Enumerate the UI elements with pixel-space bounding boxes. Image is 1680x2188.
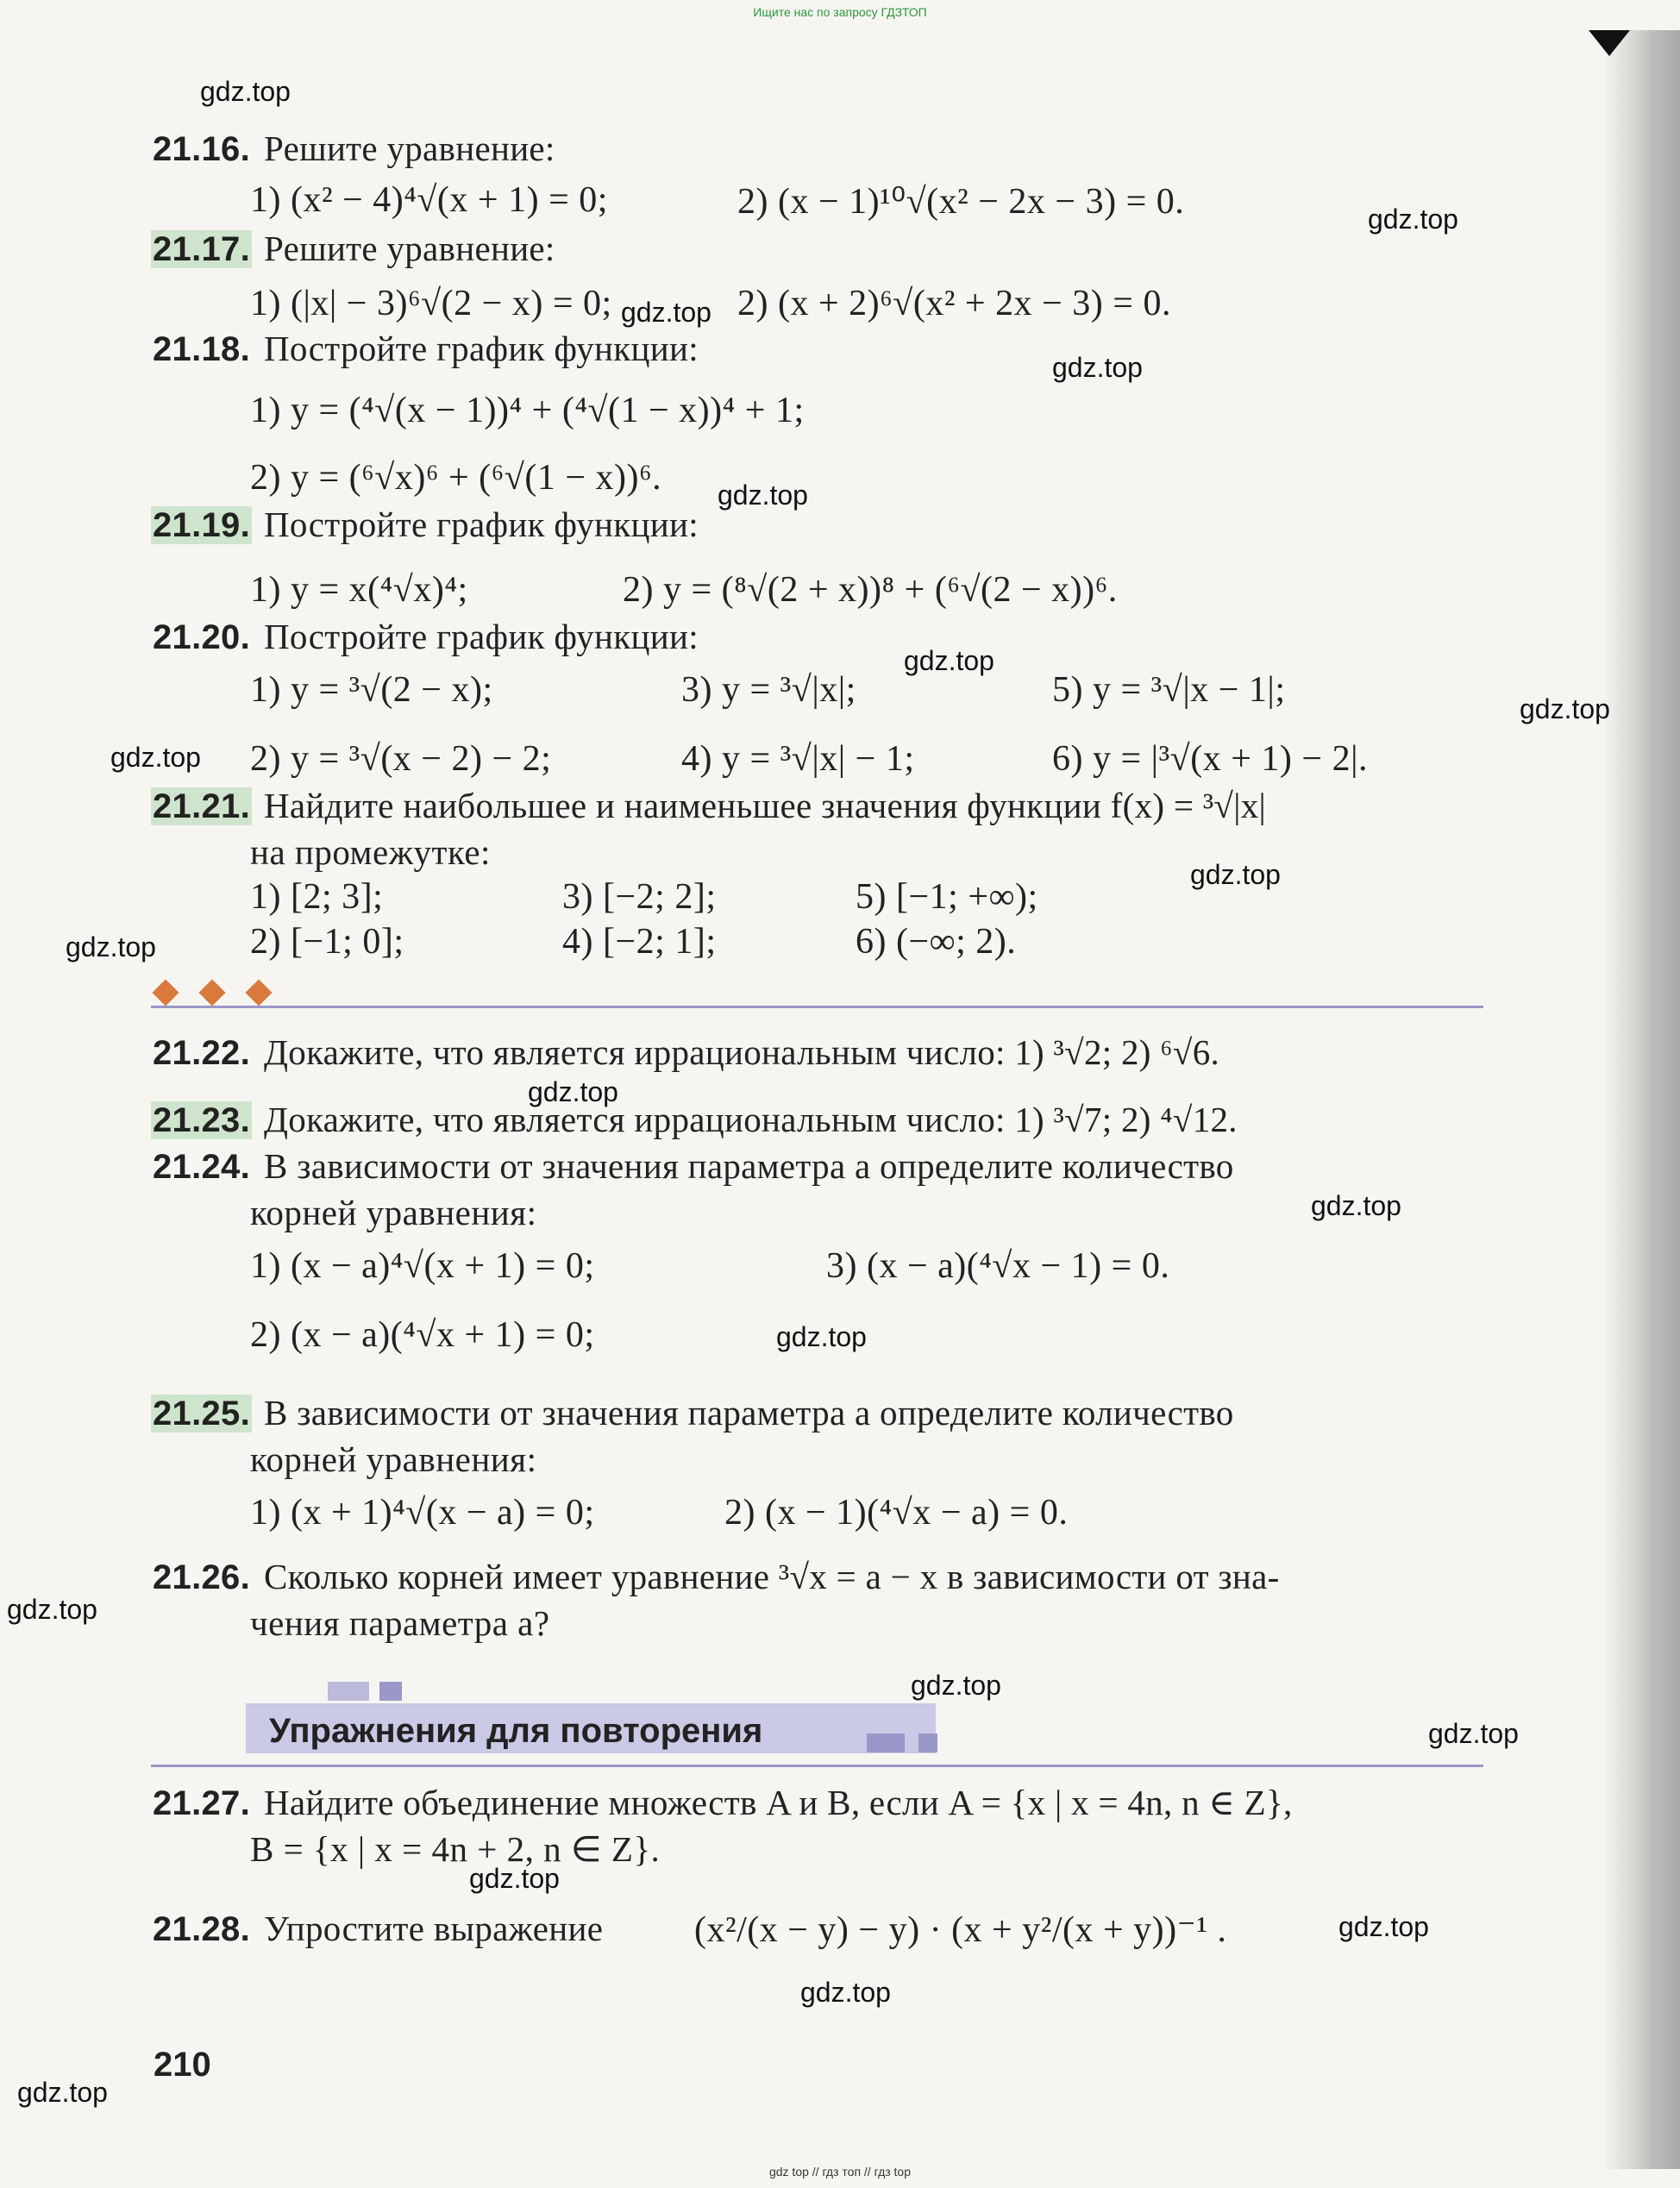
interval-4: 4) [−2; 1]; <box>562 922 717 962</box>
interval-6: 6) (−∞; 2). <box>856 922 1017 962</box>
page-spine-shadow <box>1602 30 1680 2169</box>
banner-decor <box>918 1733 937 1752</box>
equation: 1) (x + 1)⁴√(x − a) = 0; <box>250 1493 595 1533</box>
watermark: gdz.top <box>7 1594 97 1625</box>
task-text: Сколько корней имеет уравнение ³√x = a − x в зависимости от зна- <box>264 1557 1280 1596</box>
task-number: 21.22. <box>153 1034 251 1072</box>
interval-2: 2) [−1; 0]; <box>250 922 404 962</box>
task-text-cont: на промежутке: <box>250 832 491 872</box>
section-divider <box>151 1006 1483 1008</box>
task-text: Докажите, что является иррациональным число: 1) ³√7; 2) ⁴√12. <box>264 1100 1238 1139</box>
bookmark-corner <box>1589 30 1630 56</box>
task-number: 21.27. <box>153 1784 251 1822</box>
equation: 2) (x − a)(⁴√x + 1) = 0; <box>250 1315 595 1355</box>
function-4: 4) y = ³√|x| − 1; <box>681 739 915 779</box>
watermark: gdz.top <box>904 645 994 676</box>
task-21-16 <box>151 128 555 169</box>
task-text: В зависимости от значения параметра a определите количество <box>264 1146 1234 1186</box>
watermark: gdz.top <box>528 1076 618 1107</box>
task-number: 21.23. <box>153 1101 251 1139</box>
equation: 1) y = (⁴√(x − 1))⁴ + (⁴√(1 − x))⁴ + 1; <box>250 391 805 430</box>
task-number: 21.26. <box>153 1558 251 1596</box>
header-note: Ищите нас по запросу ГДЗТОП <box>753 5 927 19</box>
task-text: Постройте график функции: <box>264 505 699 544</box>
watermark: gdz.top <box>776 1321 867 1352</box>
task-text-cont: корней уравнения: <box>250 1439 537 1479</box>
banner-decor <box>379 1682 402 1701</box>
equation: 1) (x² − 4)⁴√(x + 1) = 0; <box>250 180 608 220</box>
section-underline <box>151 1765 1483 1767</box>
task-21-22 <box>151 1031 1219 1073</box>
watermark: gdz.top <box>621 297 711 328</box>
difficulty-diamond-icon <box>198 979 225 1006</box>
watermark: gdz.top <box>1052 352 1143 383</box>
task-21-24 <box>151 1145 1234 1187</box>
task-text: Найдите наибольшее и наименьшее значения функции f(x) = ³√|x| <box>264 786 1267 825</box>
task-text-cont: чения параметра a? <box>250 1603 550 1643</box>
task-text-cont: B = {x | x = 4n + 2, n ∈ Z}. <box>250 1829 661 1869</box>
interval-3: 3) [−2; 2]; <box>562 877 717 917</box>
function-5: 5) y = ³√|x − 1|; <box>1052 670 1286 710</box>
footer-note: gdz top // гдз топ // гдз top <box>768 2165 912 2179</box>
equation: 3) (x − a)(⁴√x − 1) = 0. <box>826 1246 1170 1286</box>
page-number: 210 <box>154 2046 211 2084</box>
task-text: Решите уравнение: <box>264 129 555 168</box>
equation: 2) (x − 1)¹⁰√(x² − 2x − 3) = 0. <box>737 182 1185 222</box>
watermark: gdz.top <box>1190 859 1281 890</box>
task-text: Решите уравнение: <box>264 229 555 268</box>
task-number: 21.24. <box>153 1148 251 1186</box>
difficulty-diamond-icon <box>152 979 179 1006</box>
task-text: Докажите, что является иррациональным число: 1) ³√2; 2) ⁶√6. <box>264 1032 1220 1072</box>
task-number: 21.16. <box>153 130 251 168</box>
task-21-19 <box>151 504 699 545</box>
banner-decor <box>867 1733 905 1752</box>
function-1: 1) y = ³√(2 − x); <box>250 670 493 710</box>
interval-1: 1) [2; 3]; <box>250 877 384 917</box>
watermark: gdz.top <box>1338 1911 1429 1942</box>
task-text: В зависимости от значения параметра a определите количество <box>264 1393 1234 1433</box>
watermark: gdz.top <box>469 1863 560 1894</box>
watermark: gdz.top <box>17 2077 108 2108</box>
task-number: 21.18. <box>153 330 251 368</box>
function-3: 3) y = ³√|x|; <box>681 670 856 710</box>
equation: 2) (x − 1)(⁴√x − a) = 0. <box>724 1493 1069 1533</box>
equation: 1) y = x(⁴√x)⁴; <box>250 570 468 610</box>
watermark: gdz.top <box>1428 1718 1519 1749</box>
task-21-23 <box>151 1099 1238 1140</box>
watermark: gdz.top <box>110 742 201 773</box>
equation: 2) (x + 2)⁶√(x² + 2x − 3) = 0. <box>737 284 1171 323</box>
task-21-26 <box>151 1556 1280 1597</box>
task-21-20 <box>151 616 699 657</box>
task-21-27 <box>151 1782 1293 1823</box>
task-21-28 <box>151 1908 603 1949</box>
task-21-17 <box>151 228 555 269</box>
equation: 1) (|x| − 3)⁶√(2 − x) = 0; <box>250 284 612 323</box>
task-number: 21.17. <box>153 230 251 268</box>
expression: (x²/(x − y) − y) · (x + y²/(x + y))⁻¹ . <box>694 1910 1227 1950</box>
difficulty-diamond-icon <box>245 979 272 1006</box>
task-text-cont: корней уравнения: <box>250 1193 537 1232</box>
watermark: gdz.top <box>1520 693 1610 724</box>
task-text: Постройте график функции: <box>264 329 699 368</box>
watermark: gdz.top <box>800 1977 891 2008</box>
task-text: Постройте график функции: <box>264 617 699 656</box>
section-title: Упражнения для повторения <box>269 1712 763 1750</box>
equation: 1) (x − a)⁴√(x + 1) = 0; <box>250 1246 595 1286</box>
banner-decor <box>328 1682 369 1701</box>
watermark: gdz.top <box>911 1670 1001 1701</box>
watermark: gdz.top <box>1311 1190 1401 1221</box>
watermark: gdz.top <box>1368 204 1458 235</box>
task-21-25 <box>151 1392 1234 1433</box>
task-21-18 <box>151 328 699 369</box>
task-number: 21.21. <box>153 787 251 825</box>
function-6: 6) y = |³√(x + 1) − 2|. <box>1052 739 1368 779</box>
task-21-21 <box>151 785 1266 826</box>
task-number: 21.25. <box>153 1395 251 1433</box>
watermark: gdz.top <box>66 931 156 962</box>
function-2: 2) y = ³√(x − 2) − 2; <box>250 739 552 779</box>
task-number: 21.19. <box>153 506 251 544</box>
task-text: Упростите выражение <box>264 1909 604 1948</box>
task-text: Найдите объединение множеств A и B, если A = {x | x = 4n, n ∈ Z}, <box>264 1783 1293 1822</box>
interval-5: 5) [−1; +∞); <box>856 877 1038 917</box>
task-number: 21.28. <box>153 1910 251 1948</box>
equation: 2) y = (⁸√(2 + x))⁸ + (⁶√(2 − x))⁶. <box>623 570 1118 610</box>
watermark: gdz.top <box>200 76 291 107</box>
equation: 2) y = (⁶√x)⁶ + (⁶√(1 − x))⁶. <box>250 458 662 498</box>
watermark: gdz.top <box>718 480 808 511</box>
task-number: 21.20. <box>153 618 251 656</box>
